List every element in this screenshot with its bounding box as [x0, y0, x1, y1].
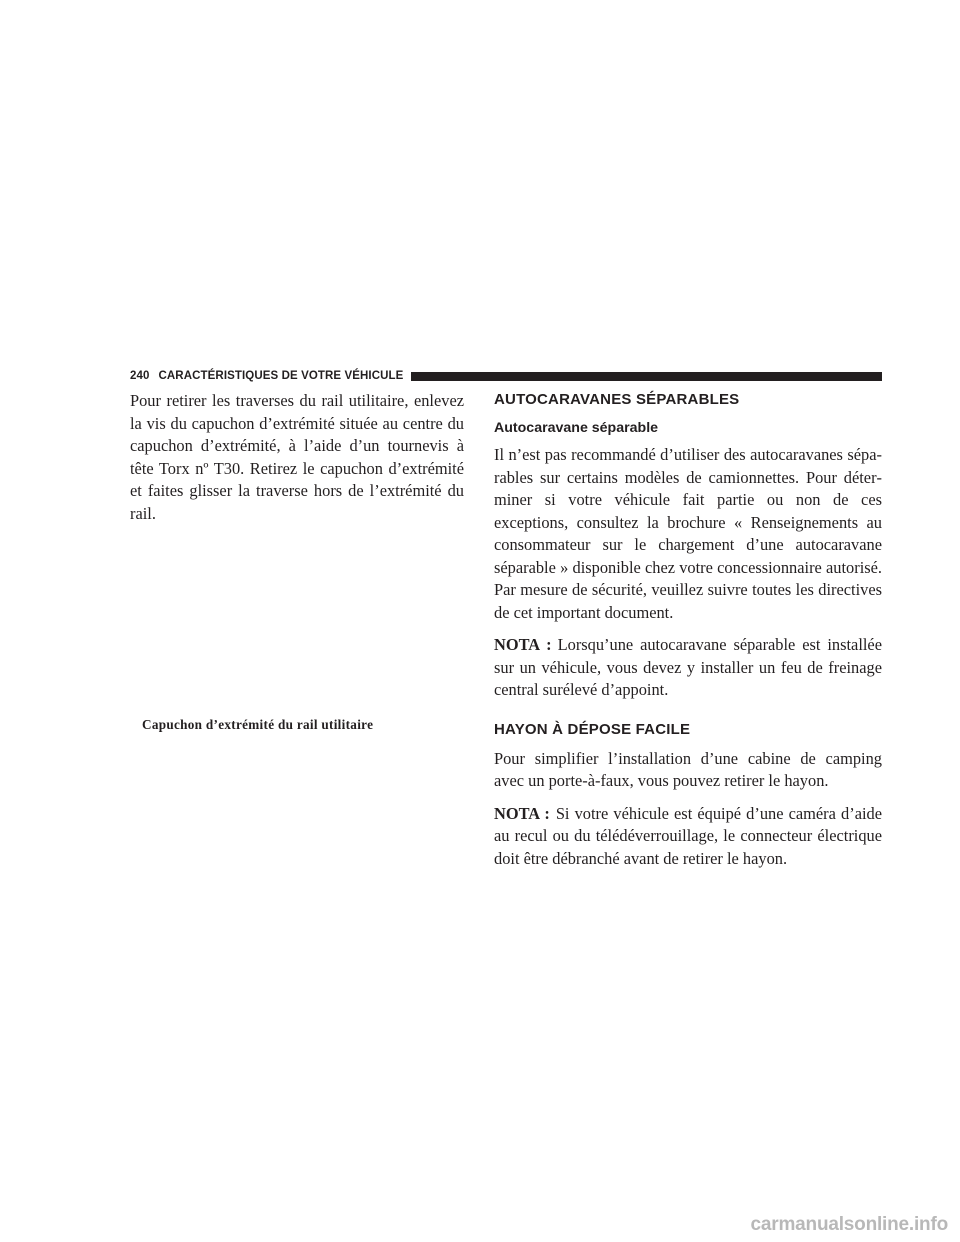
page-header	[130, 368, 882, 384]
page-number: 240	[130, 370, 150, 382]
subheading-autocaravane: Autocaravane séparable	[494, 420, 659, 436]
header-rule	[411, 372, 882, 381]
figure-area	[130, 498, 464, 708]
heading-autocaravanes: AUTOCARAVANES SÉPARABLES	[494, 391, 740, 408]
figure-caption: Capuchon d’extrémité du rail utilitaire	[142, 717, 374, 732]
note-label: NOTA :	[494, 635, 552, 654]
hayon-paragraph: Pour simplifier l’installation d’une cabine de camping avec un porte-à-faux, vous pouvez retirer le hayon.	[494, 748, 882, 790]
watermark-text: carmanualsonline.info	[750, 1214, 948, 1235]
note-text: Si votre véhicule est équipé d’une caméra d’aide au recul ou du télédéverrouillage, le connecteur électrique doit être débranché avant de retirer le hayon.	[494, 803, 882, 868]
section-title: CARACTÉRISTIQUES DE VOTRE VÉHICULE	[158, 370, 404, 382]
crossbar-removal-paragraph: Pour retirer les traverses du rail utilitaire, enlevez la vis du capuchon d’extrémité située au centre du capuchon d’extrémité, à l’aide d’un tournevis à tête Torx nº T30. Retirez le capuchon d’extrémité et faites glisser la traverse hors de l’extrémité du rail.	[130, 391, 464, 523]
right-column	[494, 390, 882, 880]
note-autocaravane	[494, 634, 882, 702]
autocaravane-paragraph: Il n’est pas recommandé d’utiliser des autocaravanes séparables sur certains modèles de camionnettes. Pour déterminer si votre véhicule fait partie ou non de ces exceptions, consultez la brochure « Renseignements au consommateur sur le chargement d’une autocaravane séparable » disponible chez votre concessionnaire autorisé. Par mesure de sécurité, veuillez suivre toutes les directives de cet important document.	[494, 445, 882, 622]
heading-hayon: HAYON À DÉPOSE FACILE	[494, 720, 691, 738]
note-hayon	[494, 803, 882, 871]
note-text: Lorsqu’une autocaravane séparable est installée sur un véhicule, vous devez y installer un feu de freinage central surélevé d’appoint.	[494, 635, 882, 699]
note-label: NOTA :	[494, 803, 550, 823]
